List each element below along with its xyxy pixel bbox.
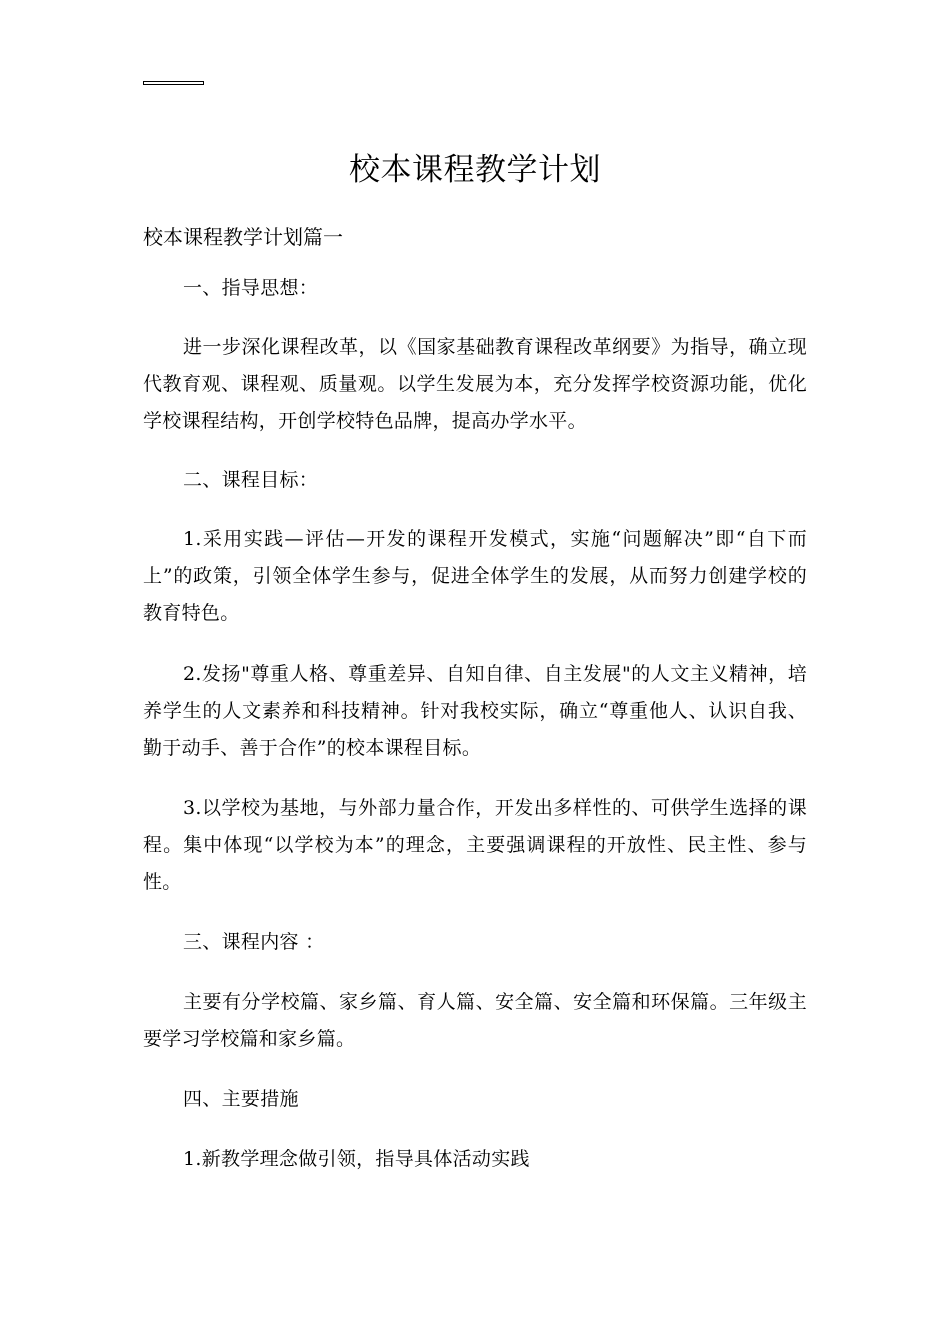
paragraph-goal-3: 3.以学校为基地，与外部力量合作，开发出多样性的、可供学生选择的课程。集中体现“以学校为本”的理念，主要强调课程的开放性、民主性、参与性。 — [143, 797, 807, 893]
paragraph-goal-2: 2.发扬"尊重人格、尊重差异、自知自律、自主发展"的人文主义精神，培养学生的人文素养和科技精神。针对我校实际，确立“尊重他人、认识自我、勤于动手、善于合作”的校本课程目标。 — [143, 663, 807, 759]
paragraph-measure-1: 1.新教学理念做引领，指导具体活动实践 — [183, 1148, 530, 1170]
paragraph-guiding-thought: 进一步深化课程改革，以《国家基础教育课程改革纲要》为指导，确立现代教育观、课程观、质量观。以学生发展为本，充分发挥学校资源功能，优化学校课程结构，开创学校特色品牌，提高办学水平。 — [143, 336, 807, 432]
heading-guiding-thought: 一、指导思想： — [183, 277, 319, 299]
header-rule — [143, 81, 204, 85]
document-subtitle: 校本课程教学计划篇一 — [143, 225, 343, 249]
paragraph-goal-1: 1.采用实践—评估—开发的课程开发模式，实施“问题解决”即“自下而上”的政策，引领全体学生参与，促进全体学生的发展，从而努力创建学校的教育特色。 — [143, 528, 807, 624]
paragraph-course-content: 主要有分学校篇、家乡篇、育人篇、安全篇、安全篇和环保篇。三年级主要学习学校篇和家乡篇。 — [143, 991, 807, 1050]
heading-course-content: 三、课程内容 ： — [183, 931, 325, 953]
heading-course-goals: 二、课程目标： — [183, 469, 319, 491]
heading-main-measures: 四、主要措施 — [183, 1088, 299, 1110]
document-title: 校本课程教学计划 — [349, 152, 601, 188]
